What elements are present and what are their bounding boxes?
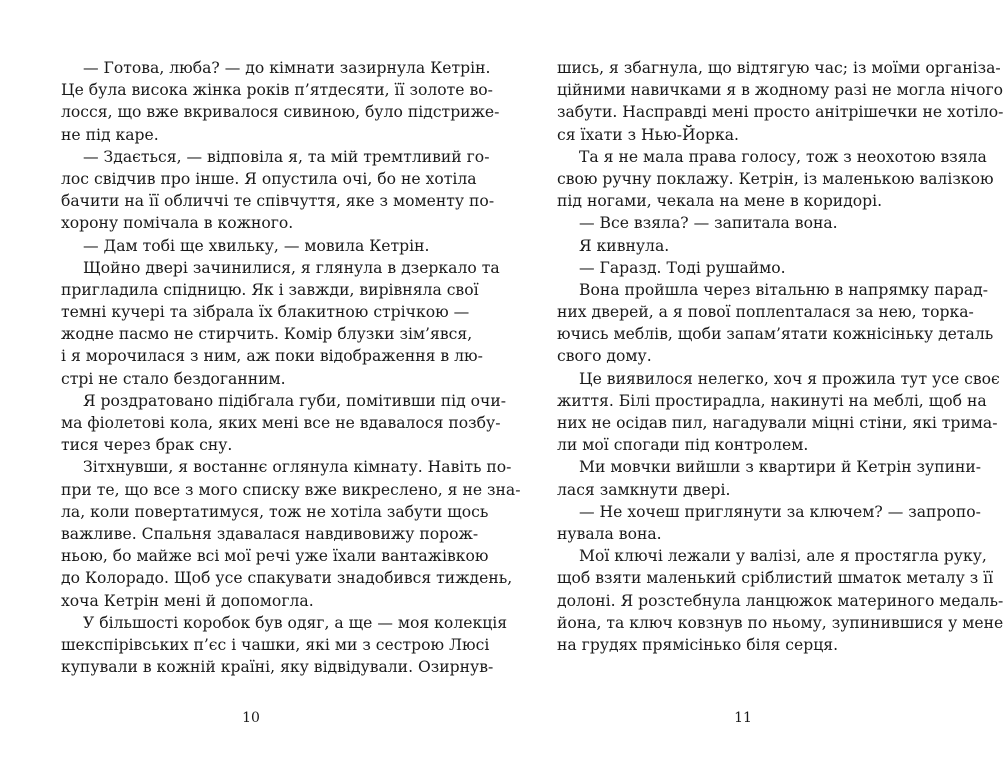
text-line: пригладила спідницю. Як і завжди, вирівняла свої [61, 280, 479, 299]
text-line: — Дам тобі ще хвильку, — мовила Кетрін. [83, 236, 430, 255]
text-line: Я кивнула. [579, 236, 670, 255]
text-line: хоча Кетрін мені й допомогла. [61, 591, 314, 610]
right-page [557, 57, 1003, 656]
text-line: темні кучері та зібрала їх блакитною стрічкою — [61, 303, 470, 322]
text-line: — Гаразд. Тоді рушаймо. [579, 258, 786, 277]
text-line: Зітхнувши, я востаннє оглянула кімнату. Навіть по- [83, 458, 512, 477]
text-line: ючись меблів, щоби запам’ятати кожнісіньку деталь [557, 325, 994, 344]
text-line: ли мої спогади під контролем. [557, 436, 809, 455]
text-line: долоні. Я розстебнула ланцюжок материного медаль- [557, 591, 1003, 610]
text-line: Щойно двері зачинилися, я глянула в дзеркало та [83, 258, 500, 277]
text-line: жодне пасмо не стирчить. Комір блузки зім’явся, [61, 325, 473, 344]
text-line: життя. Білі простирадла, накинуті на меблі, щоб на [557, 391, 987, 410]
text-line: них дверей, а я пової поплenталася за нею, торка- [557, 303, 974, 322]
text-line: важливе. Спальня здавалася навдивовижу порож- [61, 524, 479, 543]
text-line: тися через брак сну. [61, 436, 233, 455]
text-line: шекспірівських п’єс і чашки, які ми з сестрою Люсі [61, 635, 490, 654]
text-line: Ми мовчки вийшли з квартири й Кетрін зупини- [579, 458, 982, 477]
text-line: — Здається, — відповіла я, та мій тремтливий го- [83, 147, 490, 166]
text-line: і я морочилася з ним, аж поки відображення в лю- [61, 347, 483, 366]
text-line: лосся, що вже вкривалося сивиною, було підстриже- [61, 103, 500, 122]
text-line: на грудях прямісінько біля серця. [557, 635, 839, 654]
text-line: Це виявилося нелегко, хоч я прожила тут усе своє [579, 369, 1000, 388]
text-line: Це була висока жінка років п’ятдесяти, її золоте во- [61, 81, 493, 100]
text-line: Я роздратовано підібгала губи, помітивши під очи- [83, 391, 507, 410]
text-line: лася замкнути двері. [557, 480, 731, 499]
text-line: при те, що все з мого списку вже викреслено, я не зна- [61, 480, 521, 499]
text-line: — Не хочеш приглянути за ключем? — запропо- [579, 502, 981, 521]
text-line: них не осідав пил, нагадували міцні стіни, які трима- [557, 414, 998, 432]
text-line: Та я не мала права голосу, тож з неохотою взяла [579, 147, 987, 166]
text-line: до Колорадо. Щоб усе спакувати знадобився тиждень, [61, 569, 513, 588]
left-page [61, 57, 521, 678]
text-line: шись, я збагнула, що відтягую час; із моїми організа- [557, 59, 1001, 77]
text-line: нувала вона. [557, 524, 662, 543]
text-line: лос свідчив про інше. Я опустила очі, бо не хотіла [61, 169, 477, 188]
page-number-right: 11 [734, 710, 752, 726]
text-line: — Все взяла? — запитала вона. [579, 214, 838, 233]
text-line: Вона пройшла через вітальню в напрямку парад- [579, 280, 989, 299]
text-line: йона, та ключ ковзнув по ньому, зупинившися у мене [557, 613, 1003, 632]
text-line: ньою, бо майже всі мої речі уже їхали вантажівкою [61, 547, 489, 566]
text-line: купували в кожній країні, яку відвідували. Озирнув- [61, 658, 494, 677]
text-line: ма фіолетові кола, яких мені все не вдавалося позбу- [61, 414, 501, 432]
text-line: забути. Насправді мені просто анітрішечки не хотіло- [557, 103, 1003, 122]
text-line: стрі не стало бездоганним. [61, 369, 286, 388]
text-line: не під каре. [61, 125, 159, 144]
page-number-left: 10 [242, 710, 260, 726]
text-line: ла, коли повертатимуся, тож не хотіла забути щось [61, 502, 489, 521]
text-line: бачити на її обличчі те співчуття, яке з моменту по- [61, 192, 495, 211]
text-line: — Готова, люба? — до кімнати зазирнула Кетрін. [83, 59, 491, 77]
text-line: ційними навичками я в жодному разі не могла нічого [557, 81, 1003, 100]
text-line: свою ручну поклажу. Кетрін, із маленькою валізкою [557, 169, 994, 188]
text-line: свого дому. [557, 347, 652, 366]
text-line: щоб взяти маленький сріблистий шматок металу з її [557, 569, 994, 588]
text-line: У більшості коробок був одяг, а ще — моя колекція [83, 613, 508, 632]
text-line: хорону помічала в кожного. [61, 214, 294, 233]
text-line: ся їхати з Нью-Йорка. [557, 125, 739, 144]
text-line: Мої ключі лежали у валізі, але я простягла руку, [579, 547, 987, 566]
text-line: під ногами, чекала на мене в коридорі. [557, 192, 883, 211]
